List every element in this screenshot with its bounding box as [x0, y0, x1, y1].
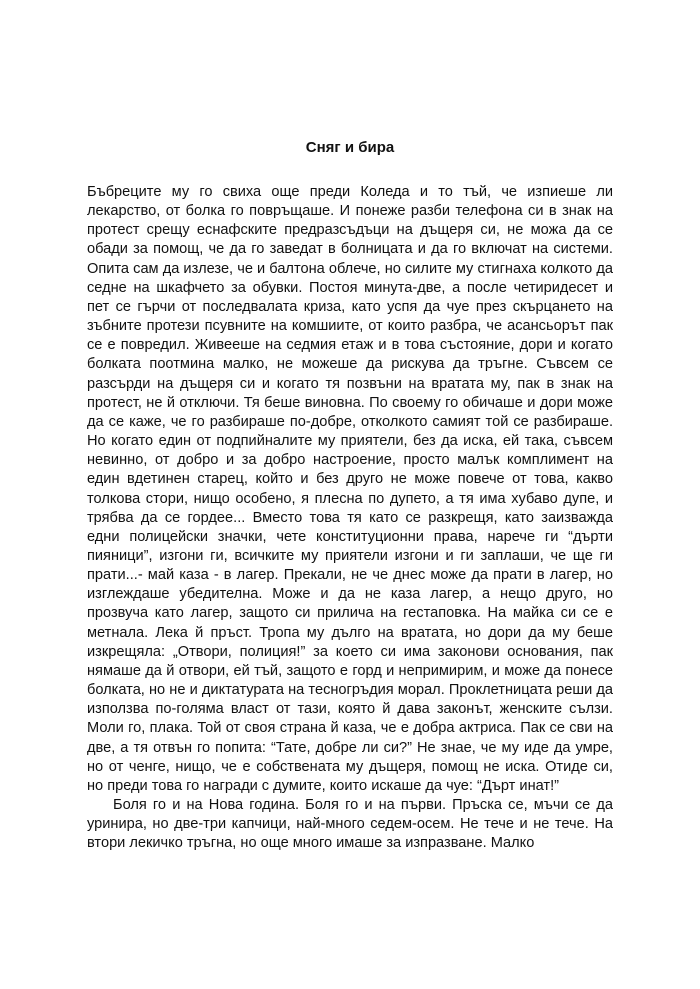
paragraph: Боля го и на Нова година. Боля го и на първи. Пръска се, мъчи се да уринира, но две-три капчици, най-много седем-осем. Не тече и не тече. На втори лекичко тръгна, но още много имаше за изпразване. Малко — [87, 797, 613, 852]
paragraph: Бъбреците му го свиха още преди Коледа и то тъй, че изпиеше ли лекарство, от болка го повръщаше. И понеже разби телефона си в знак на протест срещу еснафските предразсъдъци на дъщеря си, не можа да се обади за помощ, че да го заведат в болницата и да го включат на системи. Опита сам да излезе, че и балтона облече, но силите му стигнаха колкото да седне на шкафчето за обувки. Постоя минута-две, а после четиридесет и пет се гърчи от последвалата криза, като успя да чуе през скърцането на зъбните протези псувните на комшиите, от които разбра, че асансьорът пак се е повредил. Живееше на седмия етаж и в това състояние, дори и когато болката поотмина малко, не можеше да рискува да тръгне. Съвсем се разсърди на дъщеря си и когато тя позвъни на вратата му, пак в знак на протест, не й отключи. Тя беше виновна. По своему го обичаше и дори може да се каже, че го разбираше по-добре, отколкото самият той се разбираше. Но когато един от подпийналите му приятели, без да иска, ей така, съвсем невинно, от добро и за добро настроение, просто малък комплимент на един вдетинен старец, който и без друго не може повече от това, какво толкова стори, нищо особено, я плесна по дупето, а тя има хубаво дупе, и трябва да се гордее... Вместо това тя като се разкрещя, като заизважда едни полицейски значки, чете конституционни права, нарече ги “дърти пияници”, изгони ги, всичките му приятели изгони и ги заплаши, че ще ги прати...- май каза - в лагер. Прекали, не че днес може да прати в лагер, но изглеждаше убедителна. Може и да не каза лагер, а нещо друго, но прозвуча като лагер, защото си прилича на гестаповка. На майка си се е метнала. Лека й пръст. Тропа му дълго на вратата, но дори да му беше изкрещяла: „Отвори, полиция!” за което си има законови основания, пак нямаше да й отвори, ей тъй, защото е горд и непримирим, и може да понесе болката, но не и диктатурата на тесногръдия морал. Проклетницата реши да използва по-голяма власт от тази, която й дава законът, женските сълзи. Моли го, плака. Той от своя страна й каза, че е добра актриса. Пак се сви на две, а тя отвън го попита: “Тате, добре ли си?” Не знае, че му иде да умре, но от ченге, нищо, че е собствената му дъщеря, помощ не иска. Отиде си, но преди това го награди с думите, които искаше да чуе: “Дърт инат!” — [87, 184, 613, 794]
document-body — [87, 183, 613, 853]
document-title: Сняг и бира — [305, 139, 395, 156]
